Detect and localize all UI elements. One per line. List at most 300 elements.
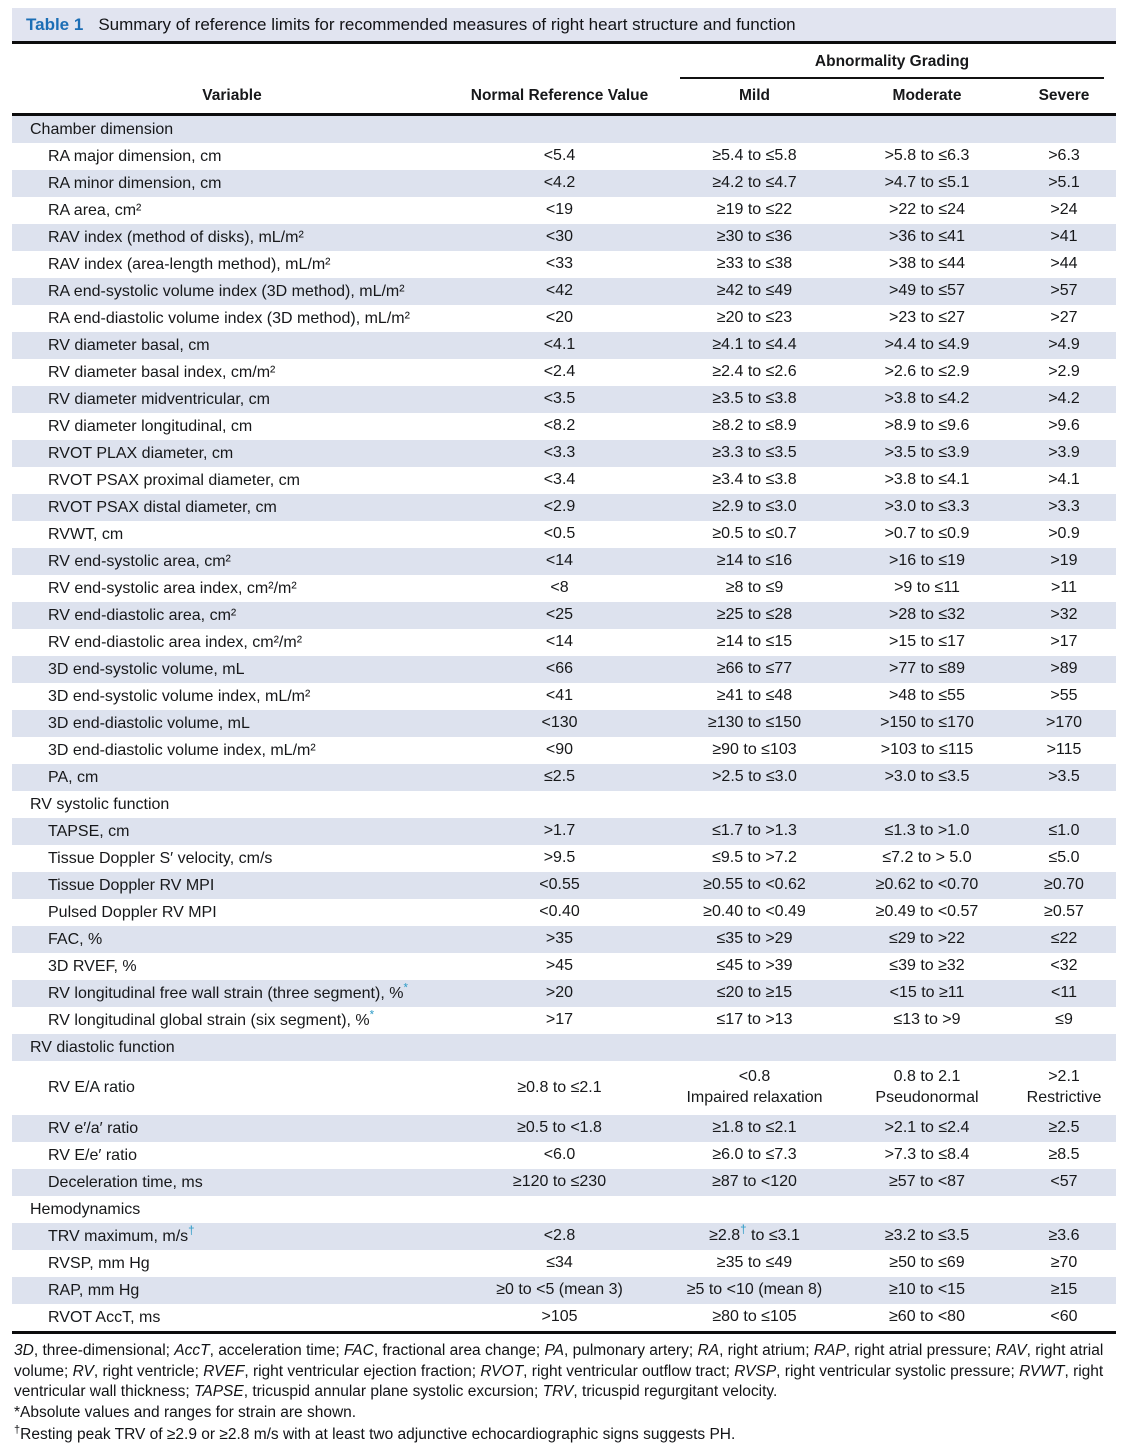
normal-cell [452,551,667,572]
variable-label: RAV index (method of disks), mL/m² [48,228,304,246]
severe-cell [1012,308,1116,329]
severe-value: >57 [1050,282,1078,300]
variable-cell [12,823,452,841]
variable-cell [12,850,452,868]
variable-cell [12,661,452,679]
severe-cell [1012,632,1116,653]
table-row [12,845,1116,872]
table-row [12,467,1116,494]
variable-cell [12,229,452,247]
severe-cell [1012,173,1116,194]
normal-cell [452,875,667,896]
moderate-value: >36 to ≤41 [889,228,965,246]
variable-cell [12,1079,452,1097]
normal-value: ≥0.8 to ≤2.1 [517,1078,602,1096]
severe-cell [1012,443,1116,464]
variable-label: RVWT, cm [48,525,124,543]
mild-cell [667,173,842,194]
column-header-severe: Severe [1038,87,1090,104]
variable-label: RV E/A ratio [48,1079,135,1096]
mild-cell [667,956,842,977]
mild-value: ≤35 to >29 [716,930,793,948]
variable-label: 3D end-diastolic volume, mL [48,714,250,732]
severe-value: >89 [1050,660,1078,678]
moderate-value: >4.7 to ≤5.1 [884,174,970,192]
severe-cell [1012,335,1116,356]
severe-value: >115 [1046,741,1082,759]
table-row [12,980,1116,1007]
variable-cell [12,1282,452,1300]
moderate-cell [842,1307,1012,1328]
moderate-value: >150 to ≤170 [880,714,974,732]
table-row [12,1061,1116,1115]
moderate-cell [842,659,1012,680]
normal-cell [452,1307,667,1328]
moderate-cell [842,956,1012,977]
mild-value: ≥4.1 to ≤4.4 [712,336,797,354]
normal-value: <5.4 [543,147,576,165]
mild-cell [667,497,842,518]
moderate-cell [842,983,1012,1004]
table-row [12,926,1116,953]
variable-label: 3D RVEF, % [48,957,137,975]
severe-value: >3.9 [1048,444,1080,462]
mild-value: ≥42 to ≤49 [716,282,793,300]
mild-cell [667,551,842,572]
variable-label: 3D end-systolic volume index, mL/m² [48,687,311,705]
normal-value: <0.5 [543,525,576,543]
abbreviation-term: PA [544,1342,564,1359]
normal-cell [452,686,667,707]
normal-value: <8 [550,579,569,597]
variable-cell [12,769,452,787]
table-row [12,359,1116,386]
severe-value: <11 [1051,984,1077,1002]
moderate-cell [842,173,1012,194]
mild-value: ≥130 to ≤150 [707,714,802,732]
moderate-value: >23 to ≤27 [889,309,965,327]
table-row [12,575,1116,602]
mild-value: ≥5.4 to ≤5.8 [712,147,797,165]
moderate-value: ≤29 to >22 [889,930,965,948]
normal-value: <14 [545,633,574,651]
severe-cell [1012,1145,1116,1166]
variable-label: Tissue Doppler S′ velocity, cm/s [48,849,273,867]
severe-cell [1012,389,1116,410]
normal-cell [452,173,667,194]
variable-cell [12,283,452,301]
moderate-cell [842,821,1012,842]
mild-value: ≥8 to ≤9 [725,579,784,597]
severe-value: <60 [1050,1308,1078,1326]
severe-value: >41 [1050,228,1078,246]
severe-value: <57 [1050,1173,1078,1191]
moderate-value: ≥0.62 to <0.70 [875,876,979,894]
mild-cell [667,362,842,383]
normal-value: <3.3 [543,444,576,462]
mild-cell [667,1253,842,1274]
severe-cell [1012,227,1116,248]
normal-value: <130 [541,714,578,732]
severe-cell [1012,875,1116,896]
severe-value: ≥0.57 [1044,903,1084,921]
mild-value: ≥41 to ≤48 [716,687,793,705]
asterisk-marker: * [403,982,408,995]
mild-value: ≥0.40 to <0.49 [703,903,806,921]
moderate-value: >7.3 to ≤8.4 [884,1146,970,1164]
normal-cell [452,605,667,626]
severe-cell [1012,362,1116,383]
variable-label: RA end-systolic volume index (3D method), mL/m² [48,282,405,300]
severe-cell [1012,956,1116,977]
table-row [12,953,1116,980]
abbreviation-term: RAV [995,1342,1027,1359]
dagger-marker: † [188,1225,195,1238]
variable-label: RAP, mm Hg [48,1281,140,1299]
section-row [12,1196,1116,1223]
severe-value: ≤1.0 [1048,822,1080,840]
table-title: Summary of reference limits for recommended measures of right heart structure and function [98,14,796,34]
moderate-value: >9 to ≤11 [894,579,960,597]
mild-cell [667,740,842,761]
normal-value: ≥0 to <5 (mean 3) [496,1281,623,1299]
moderate-value: ≤39 to ≥32 [889,957,965,975]
mild-value-line2: Impaired relaxation [686,1089,823,1106]
normal-cell [452,929,667,950]
variable-cell [12,904,452,922]
abbreviation-term: FAC [343,1342,374,1359]
moderate-cell [842,470,1012,491]
mild-cell [667,902,842,923]
table-row [12,1304,1116,1331]
moderate-value: ≤7.2 to > 5.0 [882,849,972,867]
table-row [12,548,1116,575]
mild-cell [667,281,842,302]
normal-cell [452,821,667,842]
severe-cell [1012,1280,1116,1301]
normal-value: >45 [545,957,574,975]
variable-label: RVSP, mm Hg [48,1254,150,1272]
table-row [12,224,1116,251]
mild-cell [667,1172,842,1193]
variable-label: RV longitudinal global strain (six segment), % [48,1011,370,1029]
mild-value: ≥8.2 to ≤8.9 [712,417,797,435]
mild-cell [667,443,842,464]
moderate-cell [842,848,1012,869]
normal-cell [452,227,667,248]
mild-value: ≤9.5 to >7.2 [712,849,797,867]
mild-value: ≤17 to >13 [716,1011,793,1029]
moderate-cell [842,281,1012,302]
normal-value: >1.7 [543,822,576,840]
moderate-cell [842,1145,1012,1166]
moderate-cell [842,767,1012,788]
variable-label: RAV index (area-length method), mL/m² [48,255,331,273]
normal-value: <0.55 [539,876,580,894]
variable-cell [12,553,452,571]
moderate-cell [842,254,1012,275]
abbreviation-term: TRV [542,1383,574,1401]
severe-value: >9.6 [1048,417,1080,435]
table-row [12,1277,1116,1304]
variable-label: Pulsed Doppler RV MPI [48,903,217,921]
severe-value: <32 [1050,957,1078,975]
table-row [12,278,1116,305]
abbreviation-term: RVEF [203,1362,245,1380]
severe-cell [1012,146,1116,167]
severe-value: ≥2.5 [1048,1119,1080,1137]
severe-cell [1012,686,1116,707]
severe-value: >32 [1050,606,1078,624]
mild-value: ≥87 to <120 [712,1173,797,1191]
column-header-normal: Normal Reference Value [470,87,649,104]
table-row [12,1169,1116,1196]
table-row [12,872,1116,899]
normal-value: <2.4 [543,363,576,381]
footnotes [12,1334,1116,1446]
abbreviation-term: RAP [813,1342,846,1359]
table-row [12,521,1116,548]
severe-value: >170 [1045,714,1083,732]
mild-cell [667,1010,842,1031]
mild-value: >2.5 to ≤3.0 [712,768,797,786]
variable-cell [12,445,452,463]
mild-cell [667,1280,842,1301]
severe-value: >3.3 [1048,498,1080,516]
mild-value: ≥2.8 [709,1227,741,1245]
normal-value: >17 [545,1011,574,1029]
table-row [12,170,1116,197]
column-header-variable: Variable [202,87,262,104]
section-row [12,791,1116,818]
mild-cell [667,389,842,410]
mild-value: ≥14 to ≤15 [716,633,793,651]
table-row [12,764,1116,791]
severe-cell [1012,470,1116,491]
normal-value: <42 [545,282,574,300]
mild-value: ≥6.0 to ≤7.3 [712,1146,797,1164]
variable-cell [12,1009,452,1030]
normal-cell [452,308,667,329]
severe-value: >44 [1050,255,1078,273]
moderate-cell [842,362,1012,383]
table-row [12,629,1116,656]
severe-cell [1012,1307,1116,1328]
mild-value-rest: to ≤3.1 [746,1227,800,1245]
normal-value: <19 [545,201,574,219]
variable-cell [12,391,452,409]
normal-value: <3.5 [543,390,576,408]
variable-label: Tissue Doppler RV MPI [48,876,215,894]
table-header [12,44,1116,116]
moderate-cell [842,1280,1012,1301]
severe-cell [1012,1067,1116,1109]
mild-cell [667,929,842,950]
abbreviation-term: RVSP [734,1362,777,1380]
table-row [12,656,1116,683]
normal-cell [452,254,667,275]
mild-cell [667,1067,842,1109]
severe-cell [1012,713,1116,734]
mild-value: ≥2.9 to ≤3.0 [712,498,797,516]
mild-value: ≥35 to ≤49 [716,1254,793,1272]
severe-value: >27 [1050,309,1078,327]
normal-value: <2.8 [543,1227,576,1245]
severe-value: ≤22 [1050,930,1078,948]
severe-value: >11 [1051,579,1077,597]
moderate-cell [842,686,1012,707]
normal-value: <20 [545,309,574,327]
dagger-footnote-text: Resting peak TRV of ≥2.9 or ≥2.8 m/s with at least two adjunctive echocardiographic signs suggests PH. [20,1426,736,1444]
variable-label: RA minor dimension, cm [48,174,222,192]
mild-value: ≥20 to ≤23 [716,309,793,327]
moderate-cell [842,1172,1012,1193]
section-label: Chamber dimension [30,120,174,138]
variable-label: 3D end-systolic volume, mL [48,660,245,678]
moderate-value: ≥10 to <15 [889,1281,965,1299]
moderate-cell [842,875,1012,896]
normal-cell [452,281,667,302]
normal-cell [452,146,667,167]
mild-cell [667,1307,842,1328]
moderate-value: ≥60 to <80 [889,1308,965,1326]
normal-cell [452,1118,667,1139]
table-title-bar [12,8,1116,41]
variable-label: RV e′/a′ ratio [48,1119,139,1137]
severe-cell [1012,281,1116,302]
mild-value: ≥0.55 to <0.62 [703,876,806,894]
variable-label: TAPSE, cm [48,822,130,840]
mild-value: ≥80 to ≤105 [712,1308,797,1326]
mild-cell [667,335,842,356]
moderate-cell [842,308,1012,329]
normal-value: <90 [545,741,574,759]
section-row [12,1034,1116,1061]
mild-value: ≥25 to ≤28 [716,606,793,624]
variable-cell [12,202,452,220]
variable-cell [12,742,452,760]
moderate-cell [842,1118,1012,1139]
variable-cell [12,1309,452,1327]
variable-label: RA major dimension, cm [48,147,222,165]
mild-value: ≥4.2 to ≤4.7 [712,174,797,192]
severe-value: ≥0.70 [1044,876,1084,894]
normal-value: >9.5 [543,849,576,867]
normal-cell [452,740,667,761]
variable-label: RV end-diastolic area index, cm²/m² [48,633,303,651]
moderate-cell [842,578,1012,599]
mild-cell [667,686,842,707]
severe-value: >55 [1050,687,1078,705]
variable-cell [12,364,452,382]
abbreviation-term: AccT [174,1342,210,1359]
mild-cell [667,767,842,788]
abbreviation-term: RA [697,1342,720,1359]
mild-cell [667,470,842,491]
mild-cell [667,821,842,842]
variable-label: RV end-systolic area index, cm²/m² [48,579,297,597]
column-header-moderate: Moderate [892,87,962,104]
severe-cell [1012,578,1116,599]
dagger-marker: † [740,1224,747,1237]
severe-value: >0.9 [1048,525,1080,543]
star-footnote [14,1403,1114,1424]
moderate-cell [842,632,1012,653]
mild-value: ≥90 to ≤103 [712,741,797,759]
mild-cell [667,848,842,869]
moderate-value: ≥0.49 to <0.57 [875,903,979,921]
abbreviation-term: TAPSE [194,1383,244,1401]
moderate-value: ≥3.2 to ≤3.5 [884,1227,970,1245]
variable-cell [12,499,452,517]
normal-cell [452,767,667,788]
variable-cell [12,526,452,544]
variable-cell [12,310,452,328]
severe-cell [1012,551,1116,572]
moderate-value: >0.7 to ≤0.9 [884,525,970,543]
severe-cell [1012,1172,1116,1193]
severe-cell [1012,1010,1116,1031]
variable-label: FAC, % [48,930,103,948]
moderate-cell [842,551,1012,572]
severe-cell [1012,1118,1116,1139]
variable-label: RV longitudinal free wall strain (three segment), % [48,984,404,1002]
moderate-value: >49 to ≤57 [889,282,965,300]
abbreviation-term: RV [72,1362,94,1380]
normal-value: >105 [541,1308,578,1326]
normal-cell [452,416,667,437]
normal-value: >35 [545,930,574,948]
moderate-cell [842,605,1012,626]
severe-value: ≤5.0 [1048,849,1080,867]
table-row [12,332,1116,359]
normal-value: ≤2.5 [543,768,576,786]
moderate-cell [842,416,1012,437]
section-label: Hemodynamics [30,1200,141,1218]
normal-cell [452,632,667,653]
table-number: Table 1 [26,14,84,34]
mild-cell [667,713,842,734]
normal-value: <2.9 [543,498,576,516]
variable-cell [12,472,452,490]
mild-value: ≥66 to ≤77 [716,660,793,678]
mild-cell [667,1226,842,1247]
variable-cell [12,175,452,193]
variable-cell [12,982,452,1003]
moderate-cell [842,200,1012,221]
variable-label: RVOT PLAX diameter, cm [48,444,234,462]
mild-value: ≥30 to ≤36 [716,228,793,246]
asterisk-marker: * [369,1009,375,1022]
severe-value: >4.9 [1048,336,1080,354]
normal-cell [452,443,667,464]
table-row [12,440,1116,467]
severe-value: ≥15 [1050,1281,1078,1299]
normal-value: ≤34 [546,1254,573,1272]
mild-cell [667,578,842,599]
severe-value: >17 [1050,633,1078,651]
moderate-value: ≥57 to <87 [889,1173,965,1191]
mild-value: ≥2.4 to ≤2.6 [712,363,797,381]
table-row [12,1142,1116,1169]
severe-value: ≥70 [1050,1254,1078,1272]
normal-cell [452,524,667,545]
variable-cell [12,958,452,976]
table-row [12,1250,1116,1277]
severe-cell [1012,767,1116,788]
severe-value: ≤9 [1055,1011,1073,1029]
table-row [12,683,1116,710]
